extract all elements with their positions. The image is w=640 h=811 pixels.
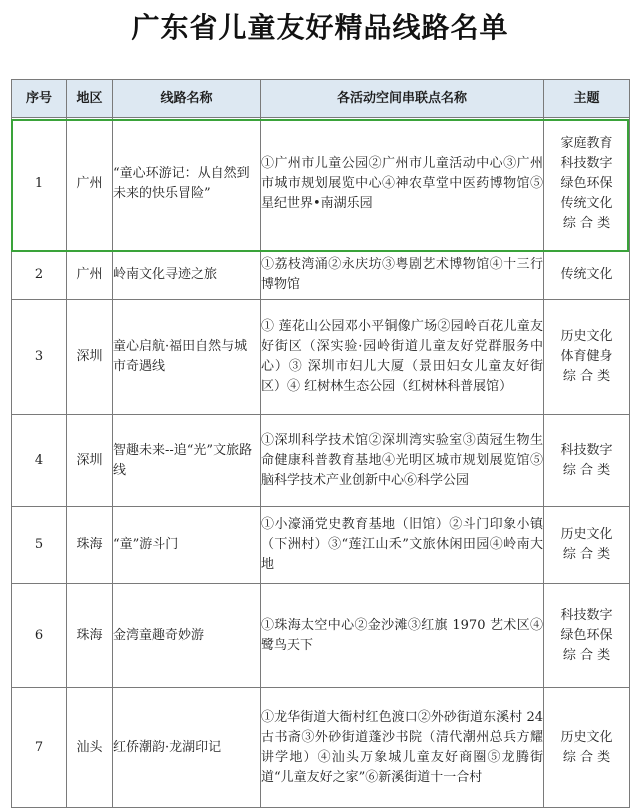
theme-label: 传统文化 [560, 196, 613, 211]
row-theme [544, 584, 630, 688]
row-route: 童心启航·福田自然与城市奇遇线 [113, 300, 261, 415]
row-theme [544, 507, 630, 584]
theme-label: 历史文化 [560, 527, 613, 542]
row-stops: ① 莲花山公园邓小平铜像广场②园岭百花儿童友好街区（深实验·园岭街道儿童友好党群服务中心）③ 深圳市妇儿大厦（景田妇女儿童友好街区）④ 红树林生态公园（红树林科普展馆） [261, 300, 544, 415]
row-route: “童心环游记：从自然到未来的快乐冒险” [113, 118, 261, 251]
theme-label: 科技数字 [560, 156, 613, 171]
row-num: 5 [12, 507, 67, 584]
row-region: 珠海 [67, 584, 113, 688]
theme-label: 绿色环保 [560, 176, 613, 191]
header-stops: 各活动空间串联点名称 [261, 80, 544, 118]
theme-label: 综 合 类 [562, 369, 611, 384]
row-stops: ①龙华街道大衙村红色渡口②外砂街道东溪村 24 古书斋③外砂街道蓬沙书院（清代潮州总兵方耀讲学地）④汕头万象城儿童友好商圈⑤龙腾街道“儿童友好之家”⑥新溪街道十一合村 [261, 688, 544, 808]
header-num: 序号 [12, 80, 67, 118]
theme-label: 综 合 类 [562, 547, 611, 562]
row-region: 汕头 [67, 688, 113, 808]
row-theme [544, 300, 630, 415]
row-route: “童”游斗门 [113, 507, 261, 584]
row-region: 广州 [67, 251, 113, 300]
theme-label: 科技数字 [560, 607, 613, 623]
theme-label: 综 合 类 [562, 216, 611, 231]
theme-label: 历史文化 [560, 729, 613, 745]
table-header-row [12, 80, 630, 118]
row-route: 岭南文化寻迹之旅 [113, 251, 261, 300]
row-stops: ①珠海太空中心②金沙滩③红旗 1970 艺术区④鹭鸟天下 [261, 584, 544, 688]
table-row [12, 415, 630, 507]
row-num: 2 [12, 251, 67, 300]
row-num: 4 [12, 415, 67, 507]
header-theme: 主题 [544, 80, 630, 118]
theme-label: 传统文化 [560, 267, 613, 282]
theme-label: 综 合 类 [562, 749, 611, 765]
theme-label: 家庭教育 [560, 136, 613, 151]
theme-label: 综 合 类 [562, 647, 611, 663]
row-stops: ①荔枝湾涌②永庆坊③粤剧艺术博物馆④十三行博物馆 [261, 251, 544, 300]
row-num: 7 [12, 688, 67, 808]
theme-label: 体育健身 [560, 349, 613, 364]
row-region: 珠海 [67, 507, 113, 584]
theme-label: 综 合 类 [562, 462, 611, 478]
row-num: 3 [12, 300, 67, 415]
row-theme [544, 251, 630, 300]
table-row [12, 251, 630, 300]
theme-label: 绿色环保 [560, 627, 613, 643]
row-theme [544, 118, 630, 251]
header-region: 地区 [67, 80, 113, 118]
header-route: 线路名称 [113, 80, 261, 118]
page-title: 广东省儿童友好精品线路名单 [131, 11, 509, 44]
table-row [12, 584, 630, 688]
table-row [12, 507, 630, 584]
table-row [12, 118, 630, 251]
row-num: 6 [12, 584, 67, 688]
row-route: 红侨潮韵·龙湖印记 [113, 688, 261, 808]
row-theme [544, 415, 630, 507]
theme-label: 历史文化 [560, 329, 613, 344]
row-stops: ①小濠涌党史教育基地（旧馆）②斗门印象小镇（下洲村）③“莲江山禾”文旅休闲田园④岭南大地 [261, 507, 544, 584]
table-row [12, 688, 630, 808]
row-region: 深圳 [67, 415, 113, 507]
row-region: 深圳 [67, 300, 113, 415]
row-theme [544, 688, 630, 808]
row-stops: ①深圳科学技术馆②深圳湾实验室③茵冠生物生命健康科普教育基地④光明区城市规划展览馆⑤脑科学技术产业创新中心⑥科学公园 [261, 415, 544, 507]
row-region: 广州 [67, 118, 113, 251]
table-row [12, 300, 630, 415]
row-route: 金湾童趣奇妙游 [113, 584, 261, 688]
theme-label: 科技数字 [560, 442, 613, 458]
row-route: 智趣未来--追“光”文旅路线 [113, 415, 261, 507]
row-num: 1 [12, 118, 67, 251]
routes-table [11, 79, 630, 808]
row-stops: ①广州市儿童公园②广州市儿童活动中心③广州市城市规划展览中心④神农草堂中医药博物馆⑤星纪世界•南湖乐园 [261, 118, 544, 251]
